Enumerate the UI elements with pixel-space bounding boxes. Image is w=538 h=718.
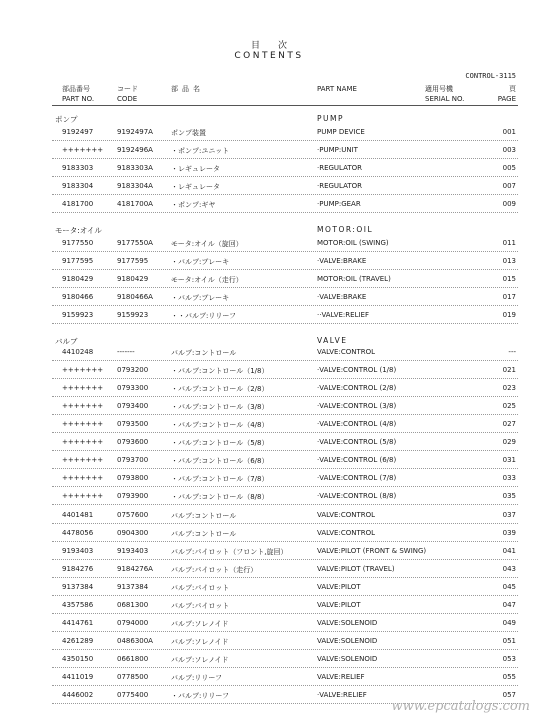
row-divider — [52, 432, 518, 433]
col-header-part-no-jp: 部品番号 — [62, 85, 90, 93]
row-divider — [52, 486, 518, 487]
page-number-cell: 017 — [502, 293, 516, 302]
part-no-cell: +++++++ — [62, 420, 104, 429]
row-divider — [52, 468, 518, 469]
part-no-cell: +++++++ — [62, 146, 104, 155]
part-no-cell: +++++++ — [62, 456, 104, 465]
code-cell: 0793800 — [117, 474, 149, 483]
row-divider — [52, 176, 518, 177]
part-no-cell: 9183304 — [62, 182, 94, 191]
section-title-en: PUMP — [317, 114, 345, 123]
row-divider — [52, 649, 518, 650]
page-number-cell: 049 — [502, 618, 516, 627]
part-no-cell: 4357586 — [62, 600, 94, 609]
page-number-cell: 027 — [502, 420, 516, 429]
col-header-page-jp: 頁 — [509, 85, 516, 93]
row-divider — [52, 504, 518, 505]
contents-row[interactable] — [0, 615, 538, 633]
contents-row[interactable] — [0, 362, 538, 380]
code-cell: 9177550A — [117, 239, 153, 247]
row-divider — [52, 685, 518, 686]
part-name-cell: ·VALVE:CONTROL (7/8) — [317, 474, 397, 483]
part-name-cell: VALVE:RELIEF — [317, 672, 365, 681]
page-number-cell: 019 — [502, 311, 516, 320]
section-title-en: VALVE — [317, 336, 348, 345]
contents-row[interactable] — [0, 525, 538, 543]
title-jp: 目次 — [250, 41, 305, 51]
name-jp-cell: ・バルブ:コントロール（1/8） — [171, 367, 269, 376]
code-cell: 0904300 — [117, 528, 149, 537]
code-cell: 9177595 — [117, 257, 149, 266]
page-number-cell: 035 — [502, 492, 516, 501]
row-divider — [52, 523, 518, 524]
col-header-serial-jp: 適用号機 — [425, 85, 453, 93]
contents-row[interactable] — [0, 579, 538, 597]
part-name-cell: ·VALVE:CONTROL (6/8) — [317, 456, 397, 465]
part-name-cell: ·VALVE:CONTROL (2/8) — [317, 384, 397, 393]
part-no-cell: 9180466 — [62, 293, 94, 302]
row-divider — [52, 396, 518, 397]
contents-row[interactable] — [0, 160, 538, 178]
part-no-cell: 9137384 — [62, 582, 94, 591]
contents-row[interactable] — [0, 253, 538, 271]
code-cell: 0793300 — [117, 384, 149, 393]
col-header-page-en: PAGE — [497, 95, 516, 103]
row-divider — [52, 450, 518, 451]
code-cell: 0793500 — [117, 420, 149, 429]
name-jp-cell: ・レギュレータ — [171, 165, 220, 174]
col-header-name-jp: 部品名 — [171, 85, 204, 93]
page-number-cell: 041 — [502, 546, 516, 555]
contents-row[interactable] — [0, 235, 538, 253]
page-number-cell: 003 — [502, 146, 516, 155]
code-cell: 9192496A — [117, 146, 153, 155]
name-jp-cell: ・バルブ:コントロール（2/8） — [171, 385, 269, 394]
name-jp-cell: バルブ:パイロット（フロント,旋回） — [171, 547, 288, 556]
page-number-cell: 011 — [502, 239, 516, 247]
part-no-cell: 9159923 — [62, 311, 94, 320]
row-divider — [52, 667, 518, 668]
row-divider — [52, 577, 518, 578]
header-divider — [52, 105, 518, 106]
part-name-cell: ·VALVE:BRAKE — [317, 293, 367, 302]
part-no-cell: +++++++ — [62, 474, 104, 483]
col-header-code-jp: コード — [117, 85, 138, 93]
page-number-cell: 015 — [502, 275, 516, 284]
page-number-cell: 033 — [502, 474, 516, 483]
code-cell: 9180429 — [117, 275, 149, 284]
part-no-cell: 4410248 — [62, 348, 94, 356]
part-name-cell: MOTOR:OIL (TRAVEL) — [317, 275, 391, 284]
name-jp-cell: ・・バルブ:リリーフ — [171, 312, 237, 321]
part-name-cell: ·PUMP:UNIT — [317, 146, 358, 155]
part-name-cell: VALVE:PILOT — [317, 600, 361, 609]
col-header-code — [117, 84, 138, 104]
code-cell: 0793700 — [117, 456, 149, 465]
code-cell: 9183304A — [117, 182, 153, 191]
code-cell: 0486300A — [117, 636, 153, 645]
name-jp-cell: ・ポンプ:ギヤ — [171, 201, 216, 210]
page-number-cell: 005 — [502, 164, 516, 173]
part-name-cell: VALVE:CONTROL — [317, 528, 376, 537]
contents-row[interactable] — [0, 416, 538, 434]
part-name-cell: ·VALVE:CONTROL (1/8) — [317, 366, 397, 375]
name-jp-cell: ・バルブ:コントロール（7/8） — [171, 475, 269, 484]
part-name-cell: VALVE:PILOT — [317, 582, 361, 591]
contents-row[interactable] — [0, 380, 538, 398]
part-no-cell: +++++++ — [62, 438, 104, 447]
page-number-cell: 047 — [502, 600, 516, 609]
part-name-cell: VALVE:SOLENOID — [317, 618, 378, 627]
row-divider — [52, 595, 518, 596]
page-number-cell: 009 — [502, 200, 516, 209]
part-no-cell: 4181700 — [62, 200, 94, 209]
contents-row[interactable] — [0, 124, 538, 142]
name-jp-cell: モータ:オイル（旋回） — [171, 240, 243, 248]
part-no-cell: 4446002 — [62, 691, 94, 699]
page-number-cell: 037 — [502, 510, 516, 519]
col-header-part-no — [62, 84, 94, 104]
part-name-cell: VALVE:PILOT (FRONT & SWING) — [317, 546, 427, 555]
part-name-cell: ·VALVE:BRAKE — [317, 257, 367, 266]
part-name-cell: ·REGULATOR — [317, 182, 363, 191]
row-divider — [52, 287, 518, 288]
col-header-serial — [425, 84, 464, 104]
name-jp-cell: バルブ:パイロット（走行） — [171, 565, 258, 574]
contents-row[interactable] — [0, 307, 538, 325]
page-number-cell: 025 — [502, 402, 516, 411]
part-name-cell: ·VALVE:RELIEF — [317, 691, 367, 699]
part-no-cell: 4350150 — [62, 654, 94, 663]
page-number-cell: 051 — [502, 636, 516, 645]
name-jp-cell: バルブ:コントロール — [171, 349, 237, 357]
part-no-cell: 9193403 — [62, 546, 94, 555]
code-cell: 9137384 — [117, 582, 149, 591]
name-jp-cell: バルブ:パイロット — [171, 601, 230, 610]
part-name-cell: VALVE:SOLENOID — [317, 654, 378, 663]
row-divider — [52, 378, 518, 379]
name-jp-cell: バルブ:ソレノイド — [171, 655, 229, 664]
title-en: CONTENTS — [234, 51, 304, 61]
part-name-cell: ·VALVE:CONTROL (5/8) — [317, 438, 397, 447]
part-no-cell: 9192497 — [62, 128, 94, 136]
name-jp-cell: バルブ:コントロール — [171, 511, 237, 520]
contents-row[interactable] — [0, 271, 538, 289]
page-number-cell: 057 — [502, 691, 516, 699]
page-number-cell: 007 — [502, 182, 516, 191]
row-divider — [52, 305, 518, 306]
row-divider — [52, 360, 518, 361]
page-number-cell: 053 — [502, 654, 516, 663]
document-code: CONTROL-3115 — [465, 72, 516, 80]
part-no-cell: 4411019 — [62, 672, 94, 681]
row-divider — [52, 559, 518, 560]
section-title-jp: バルブ — [55, 337, 78, 346]
part-no-cell: +++++++ — [62, 384, 104, 393]
row-divider — [52, 251, 518, 252]
contents-row[interactable] — [0, 452, 538, 470]
part-name-cell: ··VALVE:RELIEF — [317, 311, 369, 320]
row-divider — [52, 158, 518, 159]
code-cell: 9180466A — [117, 293, 153, 302]
row-divider — [52, 613, 518, 614]
contents-row[interactable] — [0, 344, 538, 362]
contents-row[interactable] — [0, 398, 538, 416]
row-divider — [52, 269, 518, 270]
code-cell: 0793400 — [117, 402, 149, 411]
part-no-cell: 9183303 — [62, 164, 94, 173]
page-number-cell: 013 — [502, 257, 516, 266]
code-cell: 0793600 — [117, 438, 149, 447]
section-title-en: MOTOR:OIL — [317, 225, 374, 234]
page-number-cell: 039 — [502, 528, 516, 537]
col-header-part-no-en: PART NO. — [62, 95, 95, 103]
contents-row[interactable] — [0, 633, 538, 651]
part-no-cell: 4414761 — [62, 618, 94, 627]
part-no-cell: 9177595 — [62, 257, 94, 266]
contents-row[interactable] — [0, 543, 538, 561]
page-number-cell: --- — [508, 348, 516, 356]
part-name-cell: VALVE:PILOT (TRAVEL) — [317, 564, 395, 573]
col-header-part-name: PART NAME — [317, 85, 357, 93]
page-number-cell: 001 — [502, 128, 516, 136]
part-no-cell: +++++++ — [62, 492, 104, 501]
code-cell: 0757600 — [117, 510, 149, 519]
code-cell: 4181700A — [117, 200, 153, 209]
part-name-cell: VALVE:CONTROL — [317, 510, 376, 519]
contents-row[interactable] — [0, 507, 538, 525]
part-name-cell: VALVE:CONTROL — [317, 348, 376, 356]
page-number-cell: 045 — [502, 582, 516, 591]
name-jp-cell: ポンプ装置 — [171, 129, 206, 137]
name-jp-cell: バルブ:ソレノイド — [171, 619, 229, 628]
name-jp-cell: ・バルブ:コントロール（6/8） — [171, 457, 269, 466]
name-jp-cell: ・バルブ:リリーフ — [171, 692, 230, 700]
name-jp-cell: ・バルブ:ブレーキ — [171, 258, 230, 267]
contents-row[interactable] — [0, 196, 538, 214]
page-number-cell: 023 — [502, 384, 516, 393]
part-no-cell: 4261289 — [62, 636, 94, 645]
page-number-cell: 021 — [502, 366, 516, 375]
col-header-serial-en: SERIAL NO. — [425, 95, 465, 103]
code-cell: 9193403 — [117, 546, 149, 555]
contents-row[interactable] — [0, 434, 538, 452]
name-jp-cell: ・バルブ:コントロール（5/8） — [171, 439, 269, 448]
contents-row[interactable] — [0, 597, 538, 615]
page-number-cell: 043 — [502, 564, 516, 573]
part-name-cell: ·VALVE:CONTROL (8/8) — [317, 492, 397, 501]
code-cell: 9159923 — [117, 311, 149, 320]
part-no-cell: +++++++ — [62, 402, 104, 411]
contents-row[interactable] — [0, 289, 538, 307]
part-no-cell: 9180429 — [62, 275, 94, 284]
col-header-page — [498, 84, 516, 104]
row-divider — [52, 140, 518, 141]
page-number-cell: 055 — [502, 672, 516, 681]
part-name-cell: VALVE:SOLENOID — [317, 636, 378, 645]
contents-row[interactable] — [0, 470, 538, 488]
code-cell: 0775400 — [117, 691, 149, 699]
part-no-cell: 9184276 — [62, 564, 94, 573]
part-no-cell: +++++++ — [62, 366, 104, 375]
contents-row[interactable] — [0, 488, 538, 506]
row-divider — [52, 212, 518, 213]
name-jp-cell: ・バルブ:コントロール（3/8） — [171, 403, 269, 412]
row-divider — [52, 414, 518, 415]
contents-row[interactable] — [0, 142, 538, 160]
name-jp-cell: バルブ:パイロット — [171, 583, 230, 592]
contents-row[interactable] — [0, 178, 538, 196]
part-no-cell: 4478056 — [62, 528, 94, 537]
name-jp-cell: モータ:オイル（走行） — [171, 276, 243, 285]
part-name-cell: PUMP DEVICE — [317, 128, 365, 136]
page-number-cell: 029 — [502, 438, 516, 447]
part-no-cell: 4401481 — [62, 510, 94, 519]
col-header-code-en: CODE — [117, 95, 138, 103]
name-jp-cell: バルブ:ソレノイド — [171, 637, 229, 646]
watermark: www.epcatalogs.com — [391, 699, 530, 714]
code-cell: 9184276A — [117, 564, 153, 573]
code-cell: 0681300 — [117, 600, 149, 609]
part-name-cell: ·VALVE:CONTROL (3/8) — [317, 402, 397, 411]
name-jp-cell: バルブ:コントロール — [171, 529, 237, 538]
part-no-cell: 9177550 — [62, 239, 94, 247]
contents-row[interactable] — [0, 561, 538, 579]
row-divider — [52, 323, 518, 324]
section-title-jp: モータ:オイル — [55, 226, 102, 235]
part-name-cell: ·PUMP:GEAR — [317, 200, 361, 209]
code-cell: 0778500 — [117, 672, 149, 681]
contents-row[interactable] — [0, 651, 538, 669]
name-jp-cell: ・バルブ:コントロール（8/8） — [171, 493, 269, 502]
part-name-cell: MOTOR:OIL (SWING) — [317, 239, 389, 247]
code-cell: 0793200 — [117, 366, 149, 375]
part-name-cell: ·REGULATOR — [317, 164, 363, 173]
row-divider — [52, 541, 518, 542]
section-title-jp: ポンプ — [55, 115, 78, 124]
name-jp-cell: ・バルブ:ブレーキ — [171, 294, 230, 303]
code-cell: 9183303A — [117, 164, 153, 173]
code-cell: ------- — [117, 348, 135, 356]
name-jp-cell: ・ポンプ:ユニット — [171, 147, 230, 156]
row-divider — [52, 631, 518, 632]
part-name-cell: ·VALVE:CONTROL (4/8) — [317, 420, 397, 429]
row-divider — [52, 194, 518, 195]
page-number-cell: 031 — [502, 456, 516, 465]
code-cell: 0794000 — [117, 618, 149, 627]
name-jp-cell: ・バルブ:コントロール（4/8） — [171, 421, 269, 430]
code-cell: 0661800 — [117, 654, 149, 663]
name-jp-cell: バルブ:リリーフ — [171, 673, 223, 682]
contents-row[interactable] — [0, 669, 538, 687]
code-cell: 9192497A — [117, 128, 153, 136]
name-jp-cell: ・レギュレータ — [171, 183, 220, 192]
code-cell: 0793900 — [117, 492, 149, 501]
